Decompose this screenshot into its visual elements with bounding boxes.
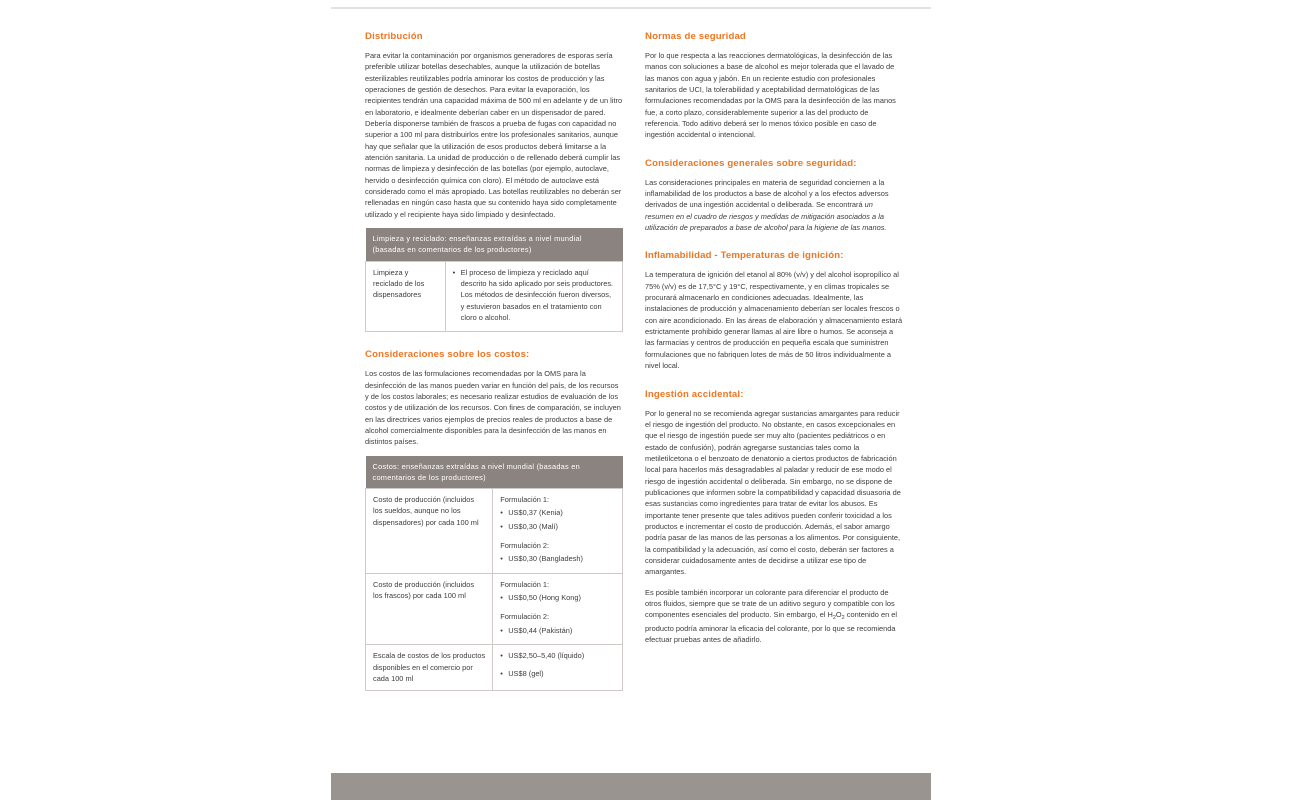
formulation-label: Formulación 2: — [500, 612, 550, 622]
paragraph-ingestion-2 — [645, 587, 903, 646]
document-page — [331, 9, 931, 774]
paragraph-italic-part: un resumen en el cuadro de riesgos y medidas de mitigación asociados a la utilización de preparados a base de alcohol para la higiene de las manos. — [645, 200, 887, 233]
bullet-list — [500, 592, 615, 603]
table-header-limpieza: Limpieza y reciclado: enseñanzas extraídas a nivel mundial (basadas en comentarios de los productores) — [366, 228, 623, 261]
paragraph-normas-seguridad: Por lo que respecta a las reacciones dermatológicas, la desinfección de las manos con soluciones a base de alcohol es mejor tolerada que el lavado de las manos con agua y jabón. En un reciente estudio con profesionales sanitarios de UCI, la tolerabilidad y aceptabilidad dermatológicas de las formulaciones recomendadas por la OMS para la desinfección de las manos fue, a corto plazo, considerablemente superior a las del producto de referencia. Todo aditivo deberá ser lo menos tóxico posible en caso de ingestión accidental o intencional. — [645, 50, 896, 140]
table-cell-label: Limpieza y reciclado de los dispensadores — [366, 261, 446, 332]
two-column-layout — [331, 9, 931, 695]
table-header-costos: Costos: enseñanzas extraídas a nivel mundial (basadas en comentarios de los productores) — [366, 456, 623, 489]
list-item: • US$0,50 (Hong Kong) — [500, 592, 615, 603]
footer-band — [331, 773, 931, 800]
table-cell-label: Costo de producción (incluidos los frascos) por cada 100 ml — [366, 573, 493, 644]
table-cell-content — [493, 645, 623, 691]
right-column — [645, 31, 903, 695]
paragraph-part-3: contenido en el producto podría aminorar la eficacia del colorante, por lo que se recomienda efectuar pruebas antes de añadirlo. — [645, 610, 898, 645]
list-item: • US$8 (gel) — [500, 668, 615, 679]
list-item: • El proceso de limpieza y reciclado aquí descrito ha sido aplicado por seis productores. Los métodos de desinfección fueron diversos, y estuvieron basados en el tratamiento con cloro o alcohol. — [453, 267, 615, 324]
list-item: • US$0,37 (Kenia) — [500, 507, 615, 518]
table-costos — [365, 456, 623, 692]
paragraph-inflamabilidad: La temperatura de ignición del etanol al 80% (v/v) y del alcohol isopropílico al 75% (v/v) es de 17,5°C y 19°C, respectivamente, y en climas tropicales se procurará almacenarlo en condiciones adecuadas. Idealmente, las instalaciones de producción y almacenamiento deberían ser locales frescos o con aire acondicionado. En las áreas de elaboración y almacenamiento estará estrictamente prohibido generar llamas al aire libre o humos. Se aconseja a las farmacias y centros de producción en pequeña escala que suministren formulaciones que no fabriquen lotes de más de 50 litros individualmente a nivel local. — [645, 270, 903, 371]
bullet-list — [500, 507, 615, 532]
heading-normas-seguridad: Normas de seguridad — [645, 31, 746, 42]
table-row — [366, 489, 623, 574]
table-cell-label: Costo de producción (incluidos los sueldos, aunque no los dispensadores) por cada 100 ml — [366, 489, 493, 574]
heading-inflamabilidad: Inflamabilidad - Temperaturas de ignición: — [645, 250, 844, 262]
paragraph-costos: Los costos de las formulaciones recomendadas por la OMS para la desinfección de las manos pueden variar en función del país, de los recursos y de los costos laborales; es necesario realizar estudios de evaluación de los costos y de utilización de los recursos. Con fines de comparación, se incluyen en las directrices varios ejemplos de precios reales de productos a base de alcohol comercialmente disponibles para la desinfección de las manos en distintos países. — [365, 369, 621, 447]
heading-distribucion: Distribución — [365, 31, 423, 42]
list-item: • US$0,44 (Pakistán) — [500, 625, 615, 636]
table-cell-label: Escala de costos de los productos disponibles en el comercio por cada 100 ml — [366, 645, 493, 691]
heading-consideraciones-generales: Consideraciones generales sobre seguridad: — [645, 157, 857, 169]
left-column — [365, 31, 623, 695]
table-cell-content — [493, 489, 623, 574]
paragraph-part-2: O — [835, 610, 842, 620]
paragraph-plain-part: Las consideraciones principales en materia de seguridad conciernen a la inflamabilidad de los productos a base de alcohol y a los efectos adversos derivados de una ingestión accidental o deliberada. Se encontrará — [645, 177, 889, 210]
list-item: • US$0,30 (Malí) — [500, 521, 615, 532]
list-item: • US$2,50–5,40 (líquido) — [500, 650, 615, 661]
bullet-list — [500, 625, 615, 636]
paragraph-part-1: Es posible también incorporar un colorante para diferenciar el producto de otros fluidos, siempre que se trate de un aditivo seguro y compatible con los componentes esenciales del producto. Sin embargo, el H — [645, 587, 895, 620]
bullet-list — [453, 267, 615, 324]
paragraph-consideraciones-generales — [645, 177, 903, 234]
table-cell-content — [445, 261, 622, 332]
table-cell-content — [493, 573, 623, 644]
paragraph-ingestion-1: Por lo general no se recomienda agregar sustancias amargantes para reducir el riesgo de ingestión del producto. No obstante, en casos excepcionales en que el riesgo de ingestión puede ser muy alto (pacientes pediátricos o en estado de confusión), podrán agregarse sustancias tales como la metiletilcetona o el benzoato de denatonio a ciertos productos de fabricación local para hacerlos más desagradables al paladar y reducir de ese modo el riesgo de ingestión accidental o deliberada. Sin embargo, no se dispone de publicaciones que informen sobre la compatibilidad y capacidad disuasoria de esas sustancias como ingredientes para tratar de evitar los abusos. Es importante tener presente que tales aditivos pueden conferir toxicidad a los productos e incrementar el costo de producción. Además, el sabor amargo podría pasar de las manos de las personas a los alimentos. Por consiguiente, la compatibilidad y la adecuación, así como el costo, deberán ser factores a considerar cuidadosamente antes de decidirse a utilizar ese tipo de amargantes. — [645, 408, 901, 577]
formulation-label: Formulación 2: — [500, 541, 550, 551]
bullet-list — [500, 553, 615, 564]
table-row — [366, 228, 623, 261]
table-row — [366, 456, 623, 489]
subscript-2b: 2 — [841, 614, 845, 621]
table-row — [366, 261, 623, 332]
bullet-list — [500, 650, 615, 679]
heading-consideraciones-costos: Consideraciones sobre los costos: — [365, 349, 530, 361]
subscript-2a: 2 — [832, 614, 836, 621]
paragraph-distribucion: Para evitar la contaminación por organismos generadores de esporas sería preferible utilizar botellas desechables, aunque la utilización de botellas esterilizables reutilizables podría aminorar los costos de producción y las operaciones de gestión de desechos. Para evitar la evaporación, los recipientes tendrán una capacidad máxima de 500 ml en adelante y de un litro en laboratorio, e idealmente deberían caber en un dispensador de pared. Debería disponerse también de frascos a prueba de fugas con capacidad no superior a 100 ml para distribuirlos entre los profesionales sanitarios, aunque hay que señalar que la utilización de esos productos deberá limitarse a la atención sanitaria. La unidad de producción o de rellenado deberá cumplir las normas de limpieza y desinfección de las botellas (por ejemplo, autoclave, hervido o desinfección química con cloro). El método de autoclave está considerado como el más apropiado. Las botellas reutilizables no deberán ser rellenadas en ningún caso hasta que su contenido haya sido completamente utilizado y el recipiente haya sido limpiado y desinfectado. — [365, 50, 623, 219]
heading-ingestion-accidental: Ingestión accidental: — [645, 388, 744, 400]
formulation-label: Formulación 1: — [500, 495, 550, 505]
list-item: • US$0,30 (Bangladesh) — [500, 553, 615, 564]
formulation-label: Formulación 1: — [500, 579, 550, 589]
table-row — [366, 573, 623, 644]
table-row — [366, 645, 623, 691]
table-limpieza-reciclado — [365, 228, 623, 332]
